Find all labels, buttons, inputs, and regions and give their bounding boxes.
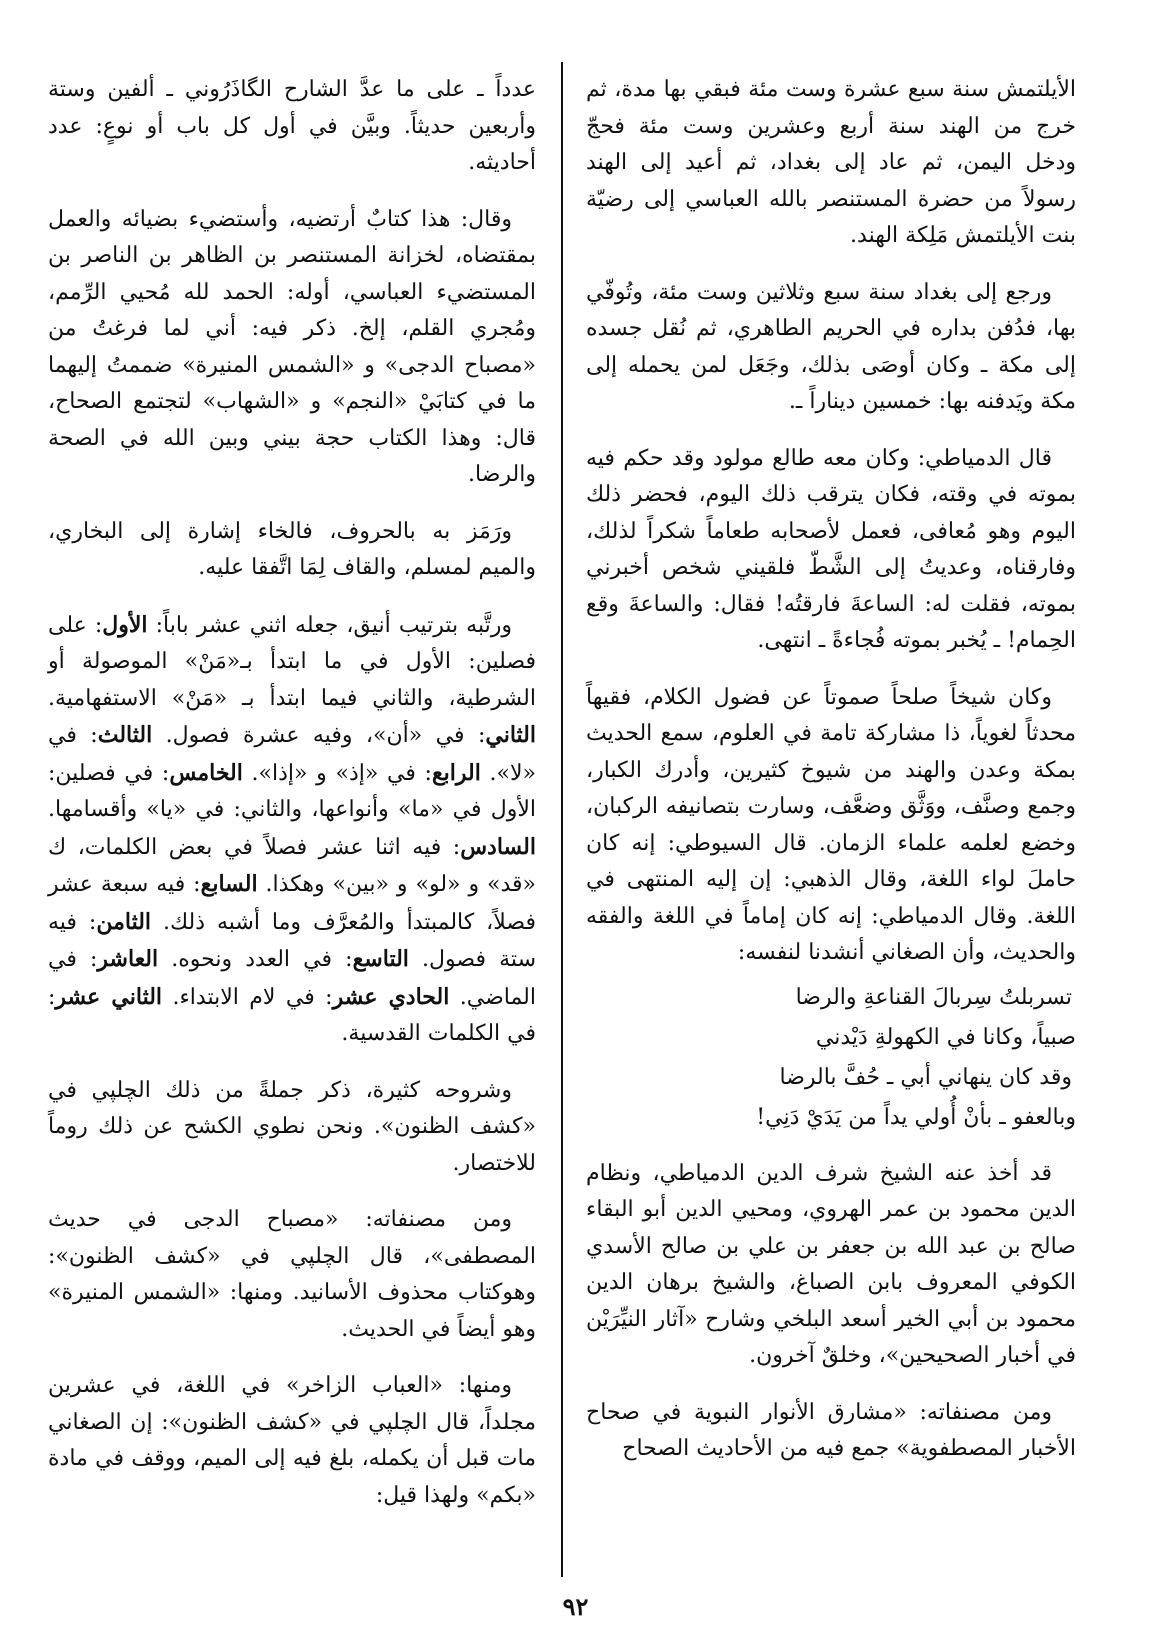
text-run: : في الماضي. — [48, 947, 537, 1010]
poem-line: تسربلتُ سِربالَ القناعةِ والرضا — [795, 984, 1072, 1010]
paragraph: ومن مصنفاته: «مصباح الدجى في حديث المصطفى»، قال الچلپي في «كشف الظنون»: وهوكتاب محذوف الأسانيد. ومنها: «الشمس المنيرة» وهو أيضاً في الحديث. — [48, 1207, 536, 1342]
chapter-keyword: الثامن — [96, 908, 152, 935]
chapter-keyword: الأول — [102, 611, 148, 638]
paragraph: ومنها: «العباب الزاخر» في اللغة، في عشرين مجلداً، قال الچلپي في «كشف الظنون»: إن الصغاني مات قبل أن يكمله، بلغ فيه إلى الميم، ووقف في مادة «بكم» ولهذا قيل: — [48, 1373, 536, 1508]
chapters-paragraph — [48, 607, 536, 1053]
left-column — [48, 72, 536, 1534]
chapter-keyword: الرابع — [431, 759, 481, 786]
paragraph: ومن مصنفاته: «مشارق الأنوار النبوية في صحاح الأخبار المصطفوية» جمع فيه من الأحاديث الصحاح — [586, 1399, 1076, 1461]
text-run: : في العدد ونحوه. — [158, 947, 353, 972]
chapter-keyword: السادس — [460, 833, 536, 860]
chapter-keyword: العاشر — [97, 946, 159, 972]
text-run: : على فصلين: الأول في ما ابتدأ بـ«مَنْ» الموصولة أو الشرطية، والثاني فيما ابتدأ بـ «مَنْ» الاستفهامية. — [48, 612, 536, 711]
column-divider — [561, 62, 563, 1577]
text-run: ورتَّبه بترتيب أنيق، جعله اثني عشر باباً: — [147, 612, 512, 638]
chapter-keyword: الثاني عشر — [55, 983, 163, 1010]
chapter-keyword: الخامس — [169, 759, 243, 786]
text-run: : فيه اثنا عشر فصلاً في بعض الكلمات، ك «قد» و «لو» و «بين» وهكذا. — [48, 834, 537, 897]
chapter-keyword: السابع — [200, 871, 258, 897]
paragraph: ورجع إلى بغداد سنة سبع وثلاثين وست مئة، وتُوفّي بها، فدُفن بداره في الحريم الطاهري، ثم نُقل جسده إلى مكة ـ وكان أوصَى بذلك، وجَعَل لمن يحمله إلى مكة ويَدفنه بها: خمسين ديناراً ـ. — [586, 279, 1076, 414]
text-run: : فيه ستة فصول. — [48, 909, 536, 972]
poem-line: وبالعفو ـ بأنْ أُولي يداً من يَدَيْ دَنِي! — [756, 1104, 1076, 1130]
paragraph: قد أخذ عنه الشيخ شرف الدين الدمياطي، ونظام الدين محمود بن عمر الهروي، ومحيي الدين أبو البقاء صالح بن عبد الله بن جعفر بن علي بن صالح الأسدي الكوفي المعروف بابن الصباغ، والشيخ برهان الدين محمود بن أبي الخير أسعد البلخي وشارح «آثار النيِّرَيْن في أخبار الصحيحين»، وخلقٌ آخرون. — [586, 1160, 1076, 1368]
paragraph: قال الدمياطي: وكان معه طالع مولود وقد حكم فيه بموته في وقته، فكان يترقب ذلك اليوم، فحضر ذلك اليوم وهو مُعافى، فعمل لأصحابه طعاماً شكراً لذلك، وفارقناه، وعديتُ إلى الشَّطّ فلقيني شخص أخبرني بموته، فقلت له: الساعةَ فارقتُه! فقال: والساعةَ وقع الحِمام! ـ يُخبر بموته فُجاءةً ـ انتهى. — [586, 445, 1076, 653]
poem — [586, 978, 1076, 1138]
text-run: : فيه سبعة عشر فصلاً، كالمبتدأ والمُعرَّف وما أشبه ذلك. — [48, 872, 536, 935]
paragraph: وقال: هذا كتابٌ أرتضيه، وأستضيء بضيائه والعمل بمقتضاه، لخزانة المستنصر بن الظاهر بن الناصر بن المستضيء العباسي، أوله: الحمد لله مُحيي الرِّمم، ومُجري القلم، إلخ. ذكر فيه: أني لما فرغتُ من «مصباح الدجى» و «الشمس المنيرة» ضممتُ إليهما ما في كتابَيْ «النجم» و «الشهاب» لتجتمع الصحاح، قال: وهذا الكتاب حجة بيني وبين الله في الصحة والرضا. — [48, 206, 536, 487]
paragraph: الأيلتمش سنة سبع عشرة وست مئة فبقي بها مدة، ثم خرج من الهند سنة أربع وعشرين وست مئة فحجّ ودخل اليمن، ثم عاد إلى بغداد، ثم أعيد إلى الهند رسولاً من حضرة المستنصر بالله العباسي إلى رضيّة بنت الأيلتمش مَلِكة الهند. — [586, 77, 1076, 248]
poem-line: صبياً، وكانا في الكهولةِ دَيْدني — [815, 1024, 1076, 1050]
page-number: ٩٢ — [562, 1592, 589, 1621]
paragraph: وكان شيخاً صلحاً صموتاً عن فضول الكلام، فقيهاً محدثاً لغوياً، ذا مشاركة تامة في العلوم، سمع الحديث بمكة وعدن والهند من شيوخ كثيرين، وأدرك الكبار، وجمع وصنَّف، ووَثَّق وضعَّف، وسارت بتصانيفه الركبان، وخضع لعلمه علماء الزمان. قال السيوطي: إنه كان حاملَ لواء اللغة، وقال الذهبي: إن إليه المنتهى في اللغة. وقال الدمياطي: إنه كان إماماً في اللغة والفقه والحديث، وأن الصغاني أنشدنا لنفسه: — [586, 684, 1076, 965]
text-run: : في «إذ» و «إذا». — [242, 760, 432, 786]
paragraph: عدداً ـ على ما عدَّ الشارح الگاذَرُوني ـ ألفين وستة وأربعين حديثاً. وبيَّن في أول كل باب أو نوعٍ: عدد أحاديثه. — [48, 77, 536, 175]
text-run: : في الكلمات القدسية. — [48, 984, 536, 1046]
text-run: : في «أن»، وفيه عشرة فصول. — [152, 723, 486, 748]
chapter-keyword: الثالث — [97, 722, 153, 748]
text-run: : في لام الابتداء. — [162, 984, 333, 1010]
poem-line: وقد كان ينهاني أبي ـ حُفَّ بالرضا — [779, 1064, 1072, 1090]
chapter-keyword: التاسع — [352, 946, 409, 972]
paragraph: ورَمَز به بالحروف، فالخاء إشارة إلى البخاري، والميم لمسلم، والقاف لِمَا اتَّفقا عليه. — [48, 518, 536, 580]
chapter-keyword: الحادي عشر — [332, 983, 450, 1010]
right-column — [586, 72, 1076, 1488]
chapter-keyword: الثاني — [485, 722, 536, 748]
paragraph: وشروحه كثيرة، ذكر جملةً من ذلك الچلپي في «كشف الظنون». ونحن نطوي الكشح عن ذلك روماً للاختصار. — [48, 1077, 536, 1176]
text-run: : في فصلين: الأول في «ما» وأنواعها، والثاني: في «يا» وأقسامها. — [48, 760, 536, 822]
text-run: : في «لا». — [48, 723, 537, 786]
